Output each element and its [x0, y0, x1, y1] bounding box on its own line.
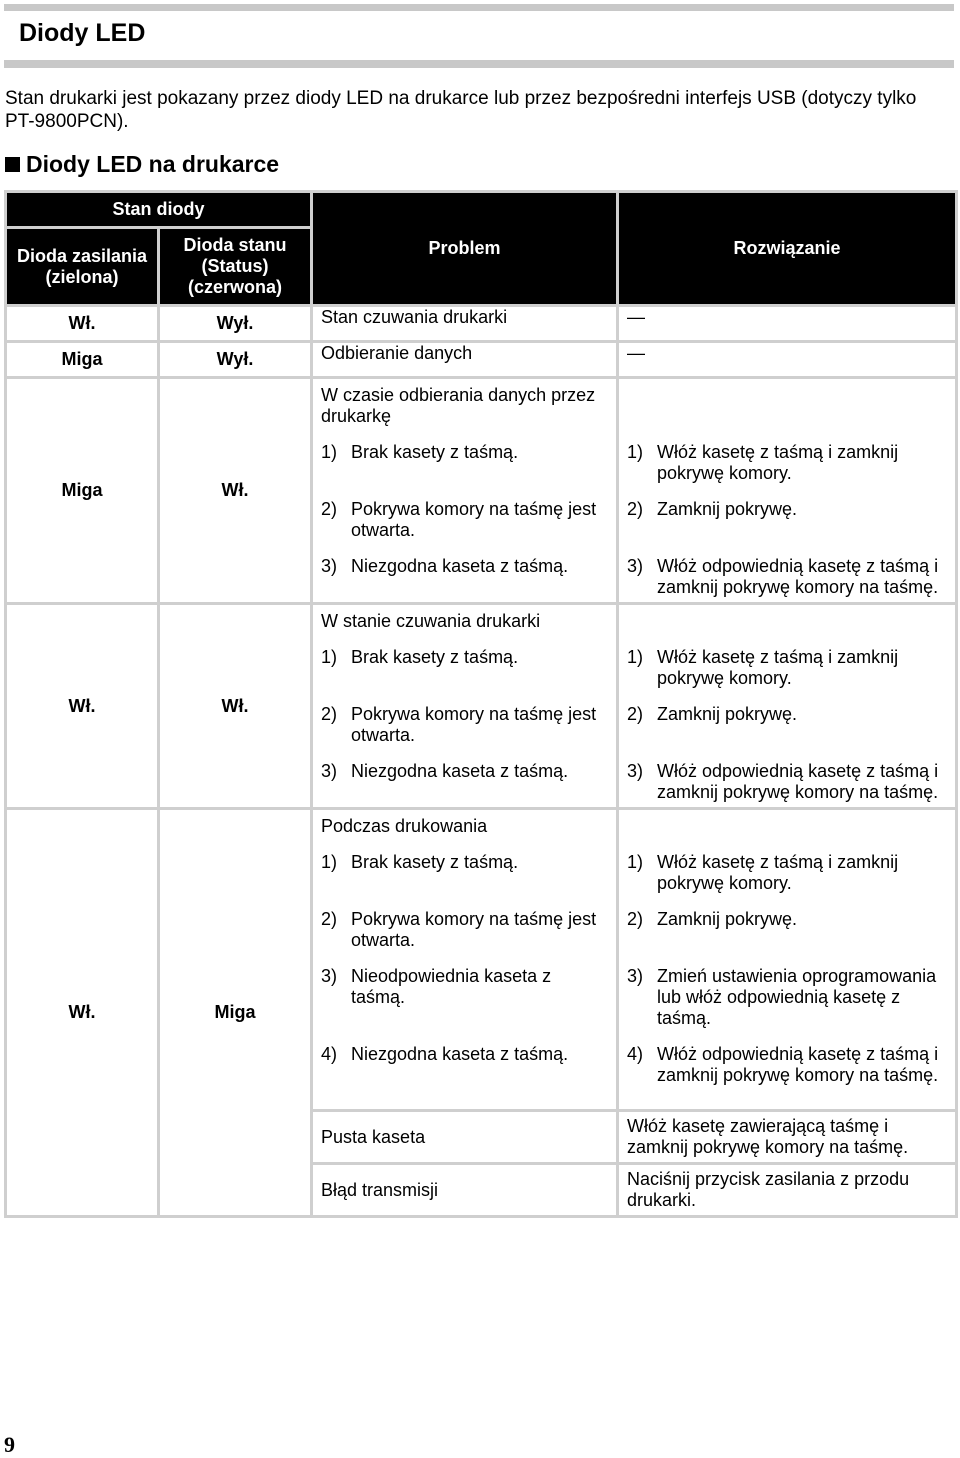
item-number: 1)	[321, 852, 338, 872]
table-row	[7, 307, 955, 340]
page-number: 9	[4, 1432, 15, 1457]
table-row	[7, 343, 955, 376]
solution-cell: Naciśnij przycisk zasilania z przodu drukarki.	[619, 1165, 955, 1215]
solution-text: Włóż odpowiednią kasetę z taśmą i zamknij pokrywę komory na taśmę.	[657, 761, 939, 802]
square-bullet-icon	[5, 157, 20, 172]
header-power-led: Dioda zasilania (zielona)	[7, 229, 157, 304]
power-led-value: Wł.	[7, 307, 157, 340]
item-number: 2)	[321, 704, 338, 724]
problem-context: W czasie odbierania danych przez drukarkę	[321, 385, 596, 426]
problem-text: Niezgodna kaseta z taśmą.	[351, 556, 569, 576]
solution-text: Włóż kasetę z taśmą i zamknij pokrywę komory.	[657, 647, 899, 688]
header-problem: Problem	[313, 193, 616, 304]
problem-text: Brak kasety z taśmą.	[351, 852, 519, 872]
solution-text: Włóż kasetę z taśmą i zamknij pokrywę komory.	[657, 442, 899, 483]
table-row	[7, 605, 955, 807]
problem-text: Pokrywa komory na taśmę jest otwarta.	[351, 499, 597, 540]
problem-cell	[313, 810, 616, 1109]
problem-text: Nieodpowiednia kaseta z taśmą.	[351, 966, 552, 1007]
item-number: 2)	[321, 499, 338, 519]
problem-context: W stanie czuwania drukarki	[321, 611, 541, 631]
problem-text: Niezgodna kaseta z taśmą.	[351, 1044, 569, 1064]
solution-text: Zmień ustawienia oprogramowania lub włóż odpowiednią kasetę z taśmą.	[657, 966, 937, 1028]
item-number: 3)	[627, 556, 644, 576]
solution-cell	[619, 810, 955, 1109]
problem-cell: Pusta kaseta	[313, 1112, 616, 1162]
problem-context: Podczas drukowania	[321, 816, 488, 836]
power-led-value: Wł.	[7, 810, 157, 1215]
page-title: Diody LED	[19, 19, 146, 47]
status-led-value: Wył.	[160, 343, 310, 376]
led-status-table	[4, 190, 958, 1218]
power-led-value: Wł.	[7, 605, 157, 807]
header-solution: Rozwiązanie	[619, 193, 955, 304]
item-number: 3)	[321, 556, 338, 576]
table-row	[7, 379, 955, 602]
item-number: 1)	[627, 647, 644, 667]
solution-text: Zamknij pokrywę.	[657, 499, 798, 519]
solution-text: Zamknij pokrywę.	[657, 909, 798, 929]
section-heading	[5, 151, 279, 178]
title-bar	[4, 4, 954, 68]
problem-cell	[313, 605, 616, 807]
solution-text: Włóż odpowiednią kasetę z taśmą i zamknij pokrywę komory na taśmę.	[657, 556, 939, 597]
solution-text: Włóż odpowiednią kasetę z taśmą i zamknij pokrywę komory na taśmę.	[657, 1044, 939, 1085]
problem-text: Pokrywa komory na taśmę jest otwarta.	[351, 909, 597, 950]
item-number: 3)	[627, 966, 644, 986]
item-number: 3)	[321, 761, 338, 781]
problem-cell: Stan czuwania drukarki	[313, 307, 616, 340]
problem-text: Niezgodna kaseta z taśmą.	[351, 761, 569, 781]
item-number: 2)	[627, 499, 644, 519]
header-led-state: Stan diody	[7, 193, 310, 226]
item-number: 3)	[321, 966, 338, 986]
power-led-value: Miga	[7, 379, 157, 602]
solution-cell: —	[619, 307, 955, 340]
solution-cell: —	[619, 343, 955, 376]
item-number: 1)	[321, 442, 338, 462]
item-number: 4)	[627, 1044, 644, 1064]
problem-cell	[313, 379, 616, 602]
solution-cell: Włóż kasetę zawierającą taśmę i zamknij pokrywę komory na taśmę.	[619, 1112, 955, 1162]
status-led-value: Miga	[160, 810, 310, 1215]
item-number: 2)	[627, 704, 644, 724]
status-led-value: Wł.	[160, 379, 310, 602]
solution-cell	[619, 605, 955, 807]
item-number: 1)	[627, 852, 644, 872]
item-number: 2)	[321, 909, 338, 929]
problem-text: Brak kasety z taśmą.	[351, 647, 519, 667]
header-status-led: Dioda stanu (Status) (czerwona)	[160, 229, 310, 304]
item-number: 4)	[321, 1044, 338, 1064]
item-number: 2)	[627, 909, 644, 929]
intro-paragraph: Stan drukarki jest pokazany przez diody LED na drukarce lub przez bezpośredni interfejs USB (dotyczy tylko PT-9800PCN).	[5, 88, 917, 132]
power-led-value: Miga	[7, 343, 157, 376]
status-led-value: Wył.	[160, 307, 310, 340]
status-led-value: Wł.	[160, 605, 310, 807]
problem-cell: Błąd transmisji	[313, 1165, 616, 1215]
solution-text: Włóż kasetę z taśmą i zamknij pokrywę komory.	[657, 852, 899, 893]
solution-cell	[619, 379, 955, 602]
problem-cell: Odbieranie danych	[313, 343, 616, 376]
problem-text: Brak kasety z taśmą.	[351, 442, 519, 462]
item-number: 1)	[321, 647, 338, 667]
item-number: 3)	[627, 761, 644, 781]
solution-text: Zamknij pokrywę.	[657, 704, 798, 724]
table-row	[7, 810, 955, 1109]
problem-text: Pokrywa komory na taśmę jest otwarta.	[351, 704, 597, 745]
section-heading-text: Diody LED na drukarce	[26, 151, 280, 177]
item-number: 1)	[627, 442, 644, 462]
